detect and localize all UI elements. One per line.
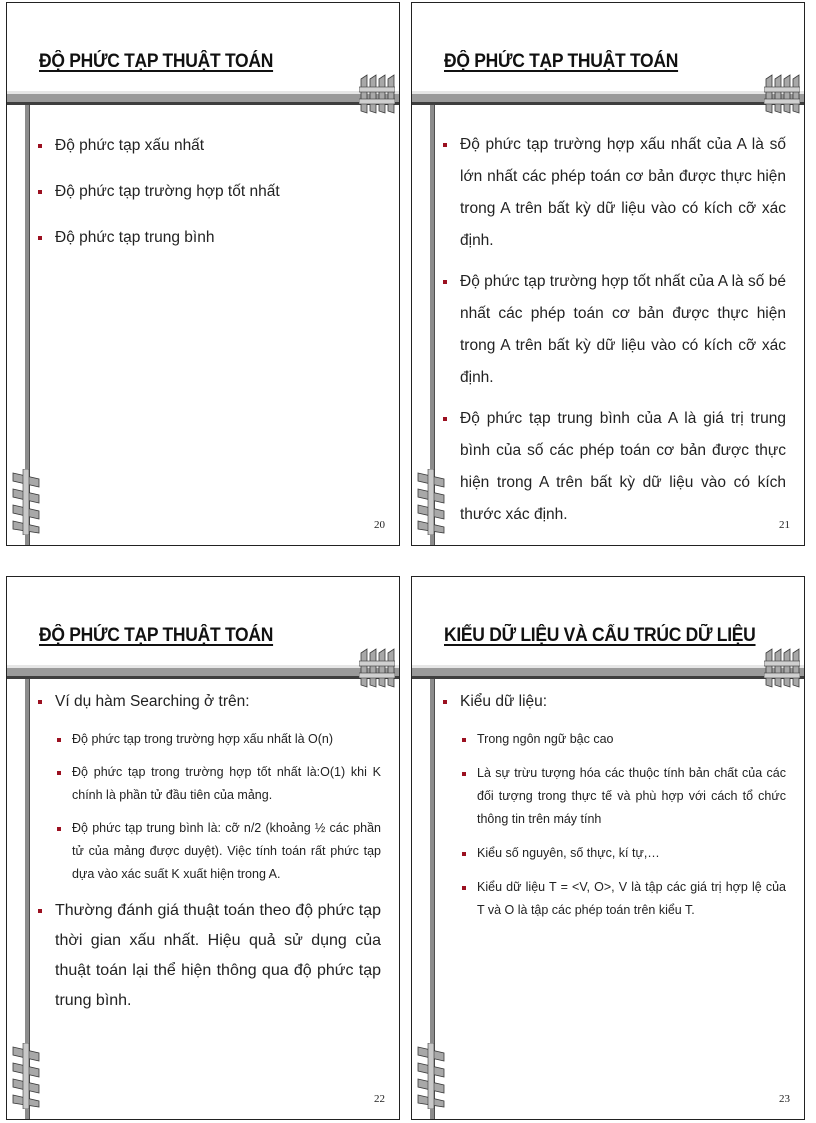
title-divider-bar xyxy=(7,665,400,679)
sub-bullet-item: Độ phức tạp trong trường hợp tốt nhất là:O(1) khi K chính là phần tử đầu tiên của mảng. xyxy=(55,761,381,807)
bullet-item: Kiểu dữ liệu: xyxy=(440,691,786,713)
slide-title: ĐỘ PHỨC TẠP THUẬT TOÁN xyxy=(39,51,274,72)
slide-20 xyxy=(6,2,400,546)
page-number: 20 xyxy=(374,519,385,531)
slide-title: ĐỘ PHỨC TẠP THUẬT TOÁN xyxy=(444,51,679,72)
title-divider-bar xyxy=(412,665,805,679)
bullet-item: Độ phức tạp xấu nhất xyxy=(35,135,381,157)
decorative-pattern-icon xyxy=(414,1043,450,1109)
bullet-item: Ví dụ hàm Searching ở trên: xyxy=(35,691,381,713)
page-number: 23 xyxy=(779,1093,790,1105)
page-number: 21 xyxy=(779,519,790,531)
decorative-pattern-icon xyxy=(359,647,395,689)
decorative-pattern-icon xyxy=(9,469,45,535)
title-divider-bar xyxy=(7,91,400,105)
slide-content xyxy=(35,691,381,1016)
decorative-pattern-icon xyxy=(764,73,800,115)
sub-bullet-item: Kiểu dữ liệu T = <V, O>, V là tập các giá trị hợp lệ của T và O là tập các phép toán trên kiểu T. xyxy=(460,876,786,922)
slide-content xyxy=(35,135,381,273)
bullet-item: Độ phức tạp trung bình xyxy=(35,227,381,249)
decorative-pattern-icon xyxy=(9,1043,45,1109)
bullet-item: Độ phức tạp trường hợp xấu nhất của A là số lớn nhất các phép toán cơ bản được thực hiện trong A trên bất kỳ dữ liệu vào có kích cỡ xác định. xyxy=(440,129,786,257)
slide-content xyxy=(440,129,786,540)
bullet-item: Độ phức tạp trường hợp tốt nhất xyxy=(35,181,381,203)
slide-title: ĐỘ PHỨC TẠP THUẬT TOÁN xyxy=(39,625,274,646)
bullet-item: Thường đánh giá thuật toán theo độ phức tạp thời gian xấu nhất. Hiệu quả sử dụng của thuật toán lại thể hiện thông qua độ phức tạp trung bình. xyxy=(35,896,381,1016)
decorative-pattern-icon xyxy=(359,73,395,115)
page-number: 22 xyxy=(374,1093,385,1105)
sub-bullet-item: Là sự trừu tượng hóa các thuộc tính bản chất của các đối tượng trong thực tế và phù hợp với cách tổ chức thông tin trên máy tính xyxy=(460,762,786,831)
sub-bullet-item: Độ phức tạp trong trường hợp xấu nhất là O(n) xyxy=(55,728,381,751)
slide-21 xyxy=(411,2,805,546)
title-divider-bar xyxy=(412,91,805,105)
sub-bullet-item: Kiểu số nguyên, số thực, kí tự,… xyxy=(460,842,786,865)
bullet-item: Độ phức tạp trường hợp tốt nhất của A là số bé nhất các phép toán cơ bản được thực hiện trong A trên bất kỳ dữ liệu vào có kích cỡ xác định. xyxy=(440,266,786,394)
slide-title: KIỂU DỮ LIỆU VÀ CẤU TRÚC DỮ LIỆU xyxy=(444,625,756,646)
bullet-item: Độ phức tạp trung bình của A là giá trị trung bình của số các phép toán cơ bản được thực hiện trong A trên bất kỳ dữ liệu vào có kích thước xác định. xyxy=(440,403,786,531)
sub-bullet-item: Trong ngôn ngữ bậc cao xyxy=(460,728,786,751)
slide-22 xyxy=(6,576,400,1120)
sub-bullet-item: Độ phức tạp trung bình là: cỡ n/2 (khoảng ½ các phần tử của mảng được duyệt). Việc tính toán rất phức tạp dựa vào xác suất K xuất hiện trong A. xyxy=(55,817,381,886)
decorative-pattern-icon xyxy=(764,647,800,689)
slide-content xyxy=(440,691,786,933)
slide-23 xyxy=(411,576,805,1120)
